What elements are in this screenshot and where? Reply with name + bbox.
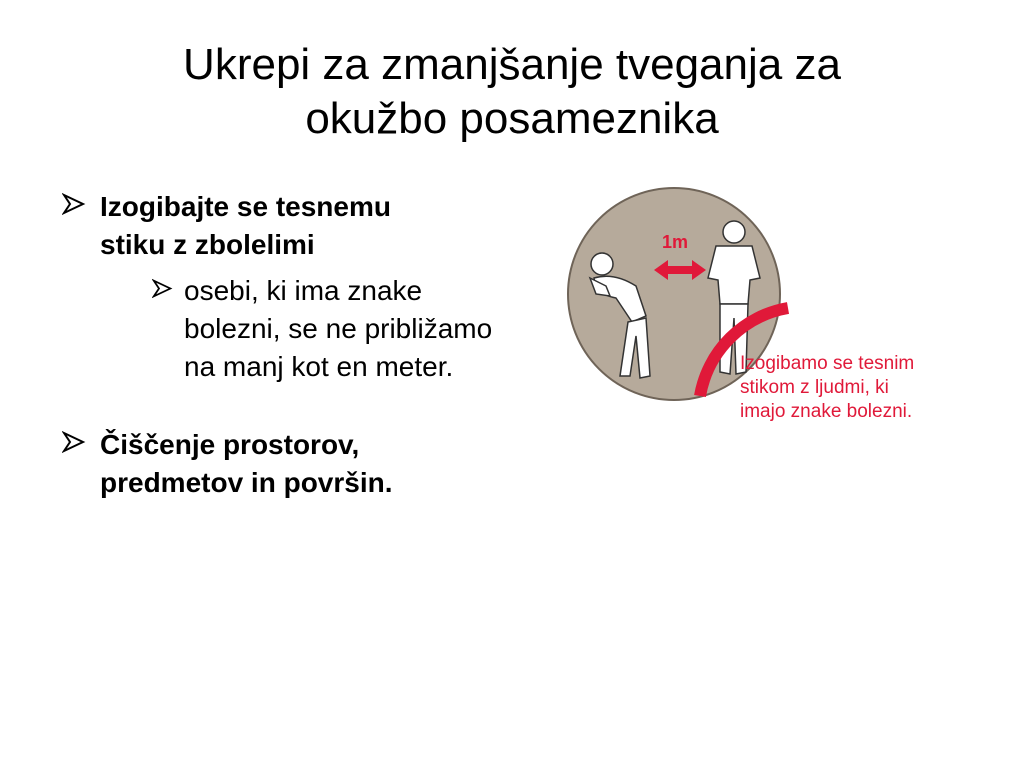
bullet-text-line: Izogibajte se tesnemu — [100, 191, 391, 222]
distance-label: 1m — [662, 232, 689, 252]
bullet-text-line: predmetov in površin. — [100, 467, 393, 498]
sub-bullet-text-line: na manj kot en meter. — [184, 351, 454, 382]
title-line-2: okužbo posameznika — [305, 94, 719, 143]
caption-line: imajo znake bolezni. — [740, 401, 913, 422]
caption-line: Izogibamo se tesnim — [740, 353, 915, 374]
sub-bullet-text-line: osebi, ki ima znake — [184, 275, 423, 306]
arrow-bullet-icon — [152, 278, 173, 299]
slide-title — [0, 38, 1024, 146]
bullet-item — [62, 426, 542, 502]
caption-line: stikom z ljudmi, ki — [740, 377, 889, 398]
bullet-text-line: stiku z zbolelimi — [100, 229, 315, 260]
bullet-list — [62, 188, 542, 502]
bullet-item — [62, 188, 542, 386]
arrow-bullet-icon — [62, 430, 86, 454]
sub-bullet-text-line: bolezni, se ne približamo — [184, 313, 493, 344]
title-line-1: Ukrepi za zmanjšanje tveganja za — [183, 40, 841, 89]
arrow-bullet-icon — [62, 192, 86, 216]
sub-bullet-item — [152, 272, 542, 386]
illustration-caption — [740, 352, 960, 424]
bullet-text-line: Čiščenje prostorov, — [100, 429, 360, 460]
